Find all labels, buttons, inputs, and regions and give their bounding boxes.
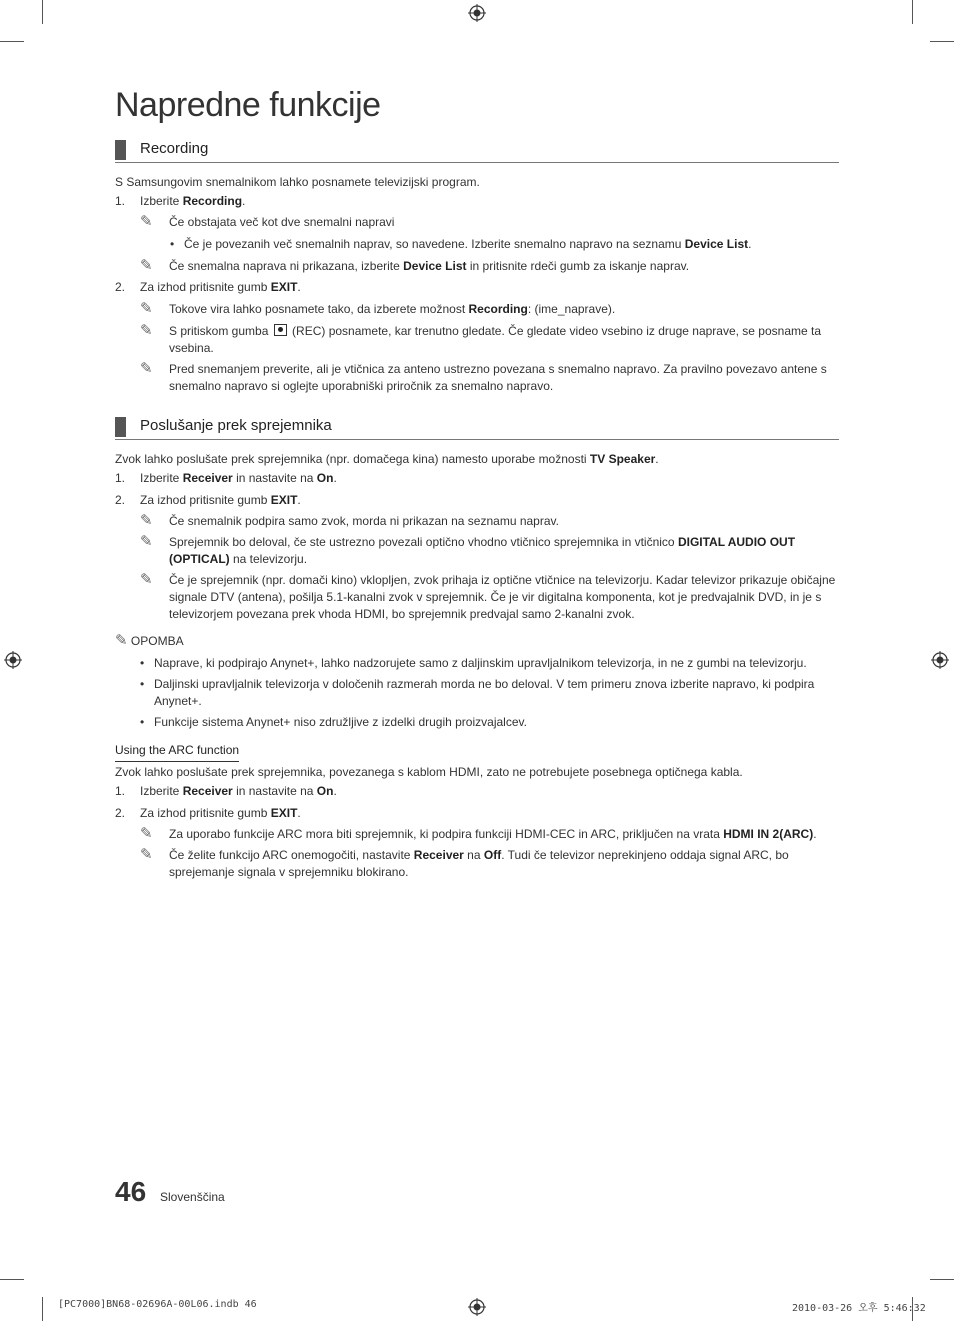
- bullet-icon: •: [140, 715, 145, 729]
- bullet-text: Naprave, ki podpirajo Anynet+, lahko nadzorujete samo z daljinskim upravljalnikom televizorja, in ne z gumbi na televizorju.: [154, 656, 807, 670]
- note-bold: Receiver: [413, 848, 464, 862]
- note-end: .: [813, 827, 817, 841]
- note-bold: Device List: [403, 259, 467, 273]
- step-end: .: [333, 784, 337, 798]
- intro-end: .: [655, 452, 659, 466]
- pencil-note-icon: ✎: [140, 512, 153, 529]
- recording-section: [115, 140, 839, 395]
- opomba-heading: [115, 632, 839, 650]
- crop-mark: [930, 41, 954, 42]
- note-text: Pred snemanjem preverite, ali je vtičnica za anteno ustrezno povezana s snemalno napravo. Za pravilno povezavo antene s snemalno napravo si oglejte uporabniški priročnik za snemalno napravo.: [169, 362, 827, 393]
- intro-text: S Samsungovim snemalnikom lahko posnamete televizijski program.: [115, 175, 480, 189]
- step-text: Izberite: [140, 194, 183, 208]
- registration-mark-icon: [931, 651, 949, 669]
- crop-mark: [42, 1297, 43, 1321]
- step-text: in nastavite na: [232, 471, 317, 485]
- note-end: in pritisnite rdeči gumb za iskanje naprav.: [466, 259, 690, 273]
- pencil-note-icon: ✎: [140, 213, 153, 230]
- registration-mark-icon: [468, 4, 486, 22]
- step-number: 1.: [115, 194, 126, 208]
- section-title: Poslušanje prek sprejemnika: [140, 417, 332, 434]
- note-item: [115, 361, 839, 395]
- step-number: 2.: [115, 280, 126, 294]
- step-text: Izberite: [140, 471, 183, 485]
- section-bar: [115, 140, 126, 160]
- note-text: Tokove vira lahko posnamete tako, da izberete možnost: [169, 302, 469, 316]
- note-item: [115, 572, 839, 623]
- note-item: [115, 258, 839, 275]
- note-text: Če obstajata več kot dve snemalni napravi: [169, 215, 395, 229]
- bullet-item: [115, 655, 839, 672]
- print-file-info: [PC7000]BN68-02696A-00L06.indb 46: [58, 1299, 257, 1310]
- pencil-note-icon: ✎: [140, 322, 153, 339]
- step-end: .: [242, 194, 246, 208]
- note-end: : (ime_naprave).: [527, 302, 616, 316]
- step-bold: Recording: [182, 194, 243, 208]
- step-text: Izberite: [140, 784, 183, 798]
- crop-mark: [930, 1279, 954, 1280]
- bullet-text: Če je povezanih več snemalnih naprav, so navedene. Izberite snemalno napravo na seznamu: [184, 237, 685, 251]
- step-bold: On: [316, 784, 334, 798]
- step-bold: EXIT: [270, 806, 298, 820]
- note-end: na televizorju.: [229, 552, 308, 566]
- step-item: [115, 193, 839, 210]
- pencil-note-icon: ✎: [140, 825, 153, 842]
- bullet-icon: •: [140, 677, 145, 691]
- crop-mark: [0, 1279, 24, 1280]
- step-bold: Receiver: [182, 471, 233, 485]
- section-heading: [115, 417, 839, 440]
- note-text: (REC) posnamete, kar trenutno gledate. Če gledate video vsebino iz druge naprave, se posname ta vsebina.: [169, 324, 822, 355]
- bullet-text: Daljinski upravljalnik televizorja v določenih razmerah morda ne bo deloval. V tem primeru znova izberite napravo, ki podpira Anynet+.: [154, 677, 815, 708]
- arc-heading-row: [115, 742, 839, 762]
- step-number: 1.: [115, 784, 126, 798]
- step-number: 1.: [115, 471, 126, 485]
- step-item: [115, 805, 839, 822]
- note-text: Če je sprejemnik (npr. domači kino) vklopljen, zvok prihaja iz optične vtičnice na televizorju. Kadar televizor prikazuje običajne signale DTV (antena), pošilja 5.1-kanalni zvok v sprejemnik. Če je vir digitalna komponenta, kot je predvajalnik DVD, in je s televizorjem povezana prek vhoda HDMI, bo sprejemnik predvajal samo 2-kanalni zvok.: [169, 573, 836, 621]
- section-bar: [115, 417, 126, 437]
- pencil-note-icon: ✎: [140, 257, 153, 274]
- step-item: [115, 492, 839, 509]
- note-text: na: [463, 848, 484, 862]
- step-number: 2.: [115, 493, 126, 507]
- bullet-text: Funkcije sistema Anynet+ niso združljive z izdelki drugih proizvajalcev.: [154, 715, 527, 729]
- note-item: [115, 301, 839, 318]
- bullet-icon: •: [140, 656, 145, 670]
- bullet-item: [115, 714, 839, 731]
- pencil-note-icon: ✎: [140, 360, 153, 377]
- section-heading: [115, 140, 839, 163]
- pencil-note-icon: ✎: [140, 571, 153, 588]
- note-bold: Recording: [468, 302, 528, 316]
- note-end: . Tudi če televizor neprekinjeno oddaja signal ARC, bo sprejemanje signala v sprejemniku blokirano.: [169, 848, 789, 879]
- bullet-item: [115, 676, 839, 710]
- intro-span: Zvok lahko poslušate prek sprejemnika (npr. domačega kina) namesto uporabe možnosti: [115, 452, 590, 466]
- pencil-note-icon: ✎: [140, 300, 153, 317]
- crop-mark: [42, 0, 43, 24]
- step-bold: EXIT: [270, 280, 298, 294]
- step-text: in nastavite na: [232, 784, 317, 798]
- bullet-icon: •: [170, 237, 175, 251]
- rec-button-icon: [274, 324, 287, 336]
- note-item: [115, 847, 839, 881]
- page-language: Slovenščina: [160, 1190, 225, 1204]
- step-text: Za izhod pritisnite gumb: [140, 280, 271, 294]
- registration-mark-icon: [4, 651, 22, 669]
- print-date-info: 2010-03-26 오후 5:46:32: [792, 1303, 926, 1314]
- step-bold: EXIT: [270, 493, 298, 507]
- note-text: Če želite funkcijo ARC onemogočiti, nastavite: [169, 848, 414, 862]
- bullet-end: .: [748, 237, 752, 251]
- note-item: [115, 826, 839, 843]
- note-item: [115, 513, 839, 530]
- sub-heading: Using the ARC function: [115, 742, 239, 762]
- note-bold: Off: [483, 848, 502, 862]
- pencil-note-icon: ✎: [115, 632, 128, 649]
- crop-mark: [0, 41, 24, 42]
- note-item: [115, 214, 839, 231]
- step-end: .: [297, 280, 301, 294]
- bullet-bold: Device List: [684, 237, 749, 251]
- note-text: Če snemalna naprava ni prikazana, izberite: [169, 259, 404, 273]
- note-bold: HDMI IN 2(ARC): [723, 827, 814, 841]
- note-bold: DIGITAL AUDIO OUT (OPTICAL): [169, 535, 796, 566]
- step-bold: On: [316, 471, 334, 485]
- pencil-note-icon: ✎: [140, 533, 153, 550]
- crop-mark: [912, 0, 913, 24]
- intro-text: [115, 451, 839, 468]
- step-text: Za izhod pritisnite gumb: [140, 493, 271, 507]
- step-item: [115, 279, 839, 296]
- step-end: .: [297, 806, 301, 820]
- bullet-item: [115, 236, 839, 253]
- note-item: [115, 534, 839, 568]
- note-text: Za uporabo funkcije ARC mora biti sprejemnik, ki podpira funkciji HDMI-CEC in ARC, priključen na vrata: [169, 827, 724, 841]
- registration-mark-icon: [468, 1298, 486, 1316]
- step-end: .: [333, 471, 337, 485]
- step-text: Za izhod pritisnite gumb: [140, 806, 271, 820]
- note-item: [115, 323, 839, 357]
- pencil-note-icon: ✎: [140, 846, 153, 863]
- step-end: .: [297, 493, 301, 507]
- page-title: Napredne funkcije: [115, 86, 381, 124]
- note-text: S pritiskom gumba: [169, 324, 272, 338]
- section-title: Recording: [140, 140, 209, 157]
- intro-text: Zvok lahko poslušate prek sprejemnika, povezanega s kablom HDMI, zato ne potrebujete posebnega optičnega kabla.: [115, 765, 743, 779]
- opomba-label: OPOMBA: [130, 634, 184, 648]
- step-item: [115, 470, 839, 487]
- step-bold: Receiver: [182, 784, 233, 798]
- step-number: 2.: [115, 806, 126, 820]
- note-text: Če snemalnik podpira samo zvok, morda ni prikazan na seznamu naprav.: [169, 514, 559, 528]
- note-text: Sprejemnik bo deloval, če ste ustrezno povezali optično vhodno vtičnico sprejemnika in vtičnico: [169, 535, 678, 549]
- page-number: 46: [115, 1176, 147, 1207]
- intro-bold: TV Speaker: [589, 452, 656, 466]
- receiver-section: [115, 417, 839, 881]
- step-item: [115, 783, 839, 800]
